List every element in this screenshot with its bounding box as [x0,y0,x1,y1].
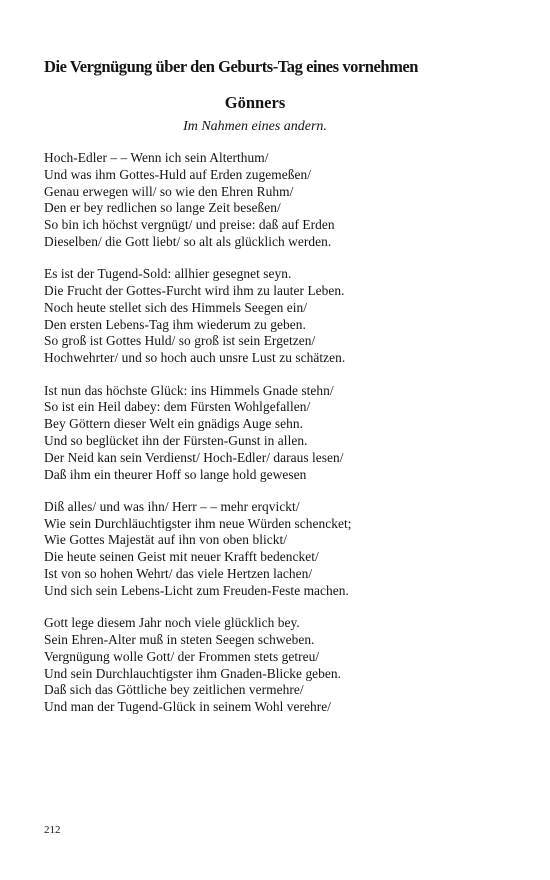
stanza-1 [44,150,514,251]
verse-line: Vergnügung wolle Gott/ der Frommen stets getreu/ [44,648,320,664]
verse-line: Ist nun das höchste Glück: ins Himmels Gnade stehn/ [44,382,334,398]
verse-line: Die heute seinen Geist mit neuer Krafft bedencket/ [44,549,319,565]
verse-line: Gott lege diesem Jahr noch viele glücklich bey. [44,615,300,631]
verse-line: Den ersten Lebens-Tag ihm wiederum zu geben. [44,316,306,332]
stanza-5 [44,615,514,716]
poem-title-continuation: Gönners [224,93,286,112]
verse-line: So groß ist Gottes Huld/ so groß ist sein Ergetzen/ [44,333,316,349]
stanza-4 [44,499,514,600]
poem-body [44,150,514,731]
verse-line: Ist von so hohen Wehrt/ das viele Hertzen lachen/ [44,566,313,582]
verse-line: So ist ein Heil dabey: dem Fürsten Wohlgefallen/ [44,399,311,415]
verse-line: Die Frucht der Gottes-Furcht wird ihm zu lauter Leben. [44,283,345,299]
verse-line: Daß sich das Göttliche bey zeitlichen vermehre/ [44,682,304,698]
stanza-2 [44,266,514,367]
verse-line: Hochwehrter/ und so hoch auch unsre Lust zu schätzen. [44,350,346,366]
verse-line: Und sich sein Lebens-Licht zum Freuden-Feste machen. [44,582,349,598]
verse-line: Sein Ehren-Alter muß in steten Seegen schweben. [44,631,315,647]
verse-line: So bin ich höchst vergnügt/ und preise: daß auf Erden [44,217,335,233]
verse-line: Hoch-Edler – – Wenn ich sein Alterthum/ [44,150,269,165]
stanza-3 [44,383,514,484]
verse-line: Der Neid kan sein Verdienst/ Hoch-Edler/ daraus lesen/ [44,449,344,465]
verse-line: Noch heute stellet sich des Himmels Seegen ein/ [44,299,308,315]
verse-line: Daß ihm ein theurer Hoff so lange hold gewesen [44,466,307,482]
poem-subtitle: Im Nahmen eines andern. [183,119,327,134]
verse-line: Und so beglücket ihn der Fürsten-Gunst in allen. [44,432,308,448]
verse-line: Und was ihm Gottes-Huld auf Erden zugemeßen/ [44,166,311,182]
page-number: 212 [44,824,61,836]
verse-line: Dieselben/ die Gott liebt/ so alt als glücklich werden. [44,233,332,249]
verse-line: Wie Gottes Majestät auf ihn von oben blickt/ [44,532,288,548]
verse-line: Bey Göttern dieser Welt ein gnädigs Auge sehn. [44,416,304,432]
verse-line: Und man der Tugend-Glück in seinem Wohl verehre/ [44,699,332,715]
verse-line: Und sein Durchlauchtigster ihm Gnaden-Blicke geben. [44,665,342,681]
verse-line: Genau erwegen will/ so wie den Ehren Ruhm/ [44,183,294,199]
verse-line: Es ist der Tugend-Sold: allhier gesegnet seyn. [44,266,292,282]
verse-line: Diß alles/ und was ihn/ Herr – – mehr erqvickt/ [44,498,300,514]
poem-title: Die Vergnügung über den Geburts-Tag eines vornehmen [44,57,419,76]
verse-line: Den er bey redlichen so lange Zeit beseßen/ [44,200,281,216]
verse-line: Wie sein Durchläuchtigster ihm neue Würden schencket; [44,515,352,531]
